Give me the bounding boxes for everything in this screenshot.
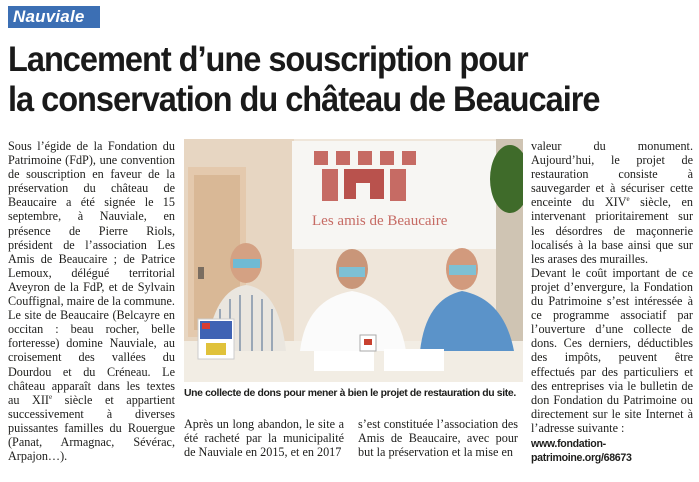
article-paragraph: s’est constituée l’association des Amis de Beaucaire, avec pour but la préservation et la mise en: [358, 417, 518, 460]
headline-line-2: la conservation du château de Beaucaire: [8, 80, 600, 119]
photo-illustration: [184, 139, 523, 382]
photo-caption: Une collecte de dons pour mener à bien le projet de restauration du site.: [184, 388, 516, 399]
article-text: siècle, en intervenant prioritairement sur les désordres de maçonnerie localisés à la base ainsi que sur les arases des murailles.: [531, 195, 694, 266]
article-paragraph: [531, 139, 693, 266]
article-column-1: [8, 139, 175, 463]
article-column-2: [184, 417, 344, 459]
banner-text: Les amis de Beaucaire: [312, 213, 448, 229]
article-text: valeur du monument. Aujourd’hui, le projet de restauration consiste à sauvegarder et à sécuriser cette enceinte du XIV: [531, 139, 693, 210]
article-text: Le site de Beaucaire (Belcayre en occitan : beau rocher, belle forteresse) domine Nauviale, au croisement des vallées du Dourdou et du Créneau. Le château apparaît dans les textes au XII: [8, 308, 175, 407]
section-tag: Nauviale: [8, 6, 100, 28]
superscript: e: [626, 195, 630, 204]
article-photo: [184, 139, 523, 382]
article-column-4: [531, 139, 693, 465]
superscript: e: [48, 392, 53, 401]
headline: [8, 40, 650, 120]
article-paragraph: Devant le coût important de ce projet d’envergure, la Fondation du Patrimoine s’est intéressée à ce programme associatif par l’ouverture d’une collecte de dons. Ces derniers, déductibles des impôts, peuvent être effectués par des particuliers et des entreprises via le bulletin de don Fondation du Patrimoine ou directement sur le site Internet à l’adresse suivante :: [531, 265, 693, 435]
article-column-3: [358, 417, 518, 459]
headline-line-1: Lancement d’une souscription pour: [8, 40, 528, 79]
flag-icon: [198, 319, 234, 359]
article-paragraph: Sous l’égide de la Fondation du Patrimoine (FdP), une convention de souscription en faveur de la préservation du château de Beaucaire a été signée le 15 septembre, à Nauviale, en présence de Pierre Riols, président de l’association Les Amis de Beaucaire ; de Patrice Lemoux, délégué territorial Aveyron de la FdP, et de Sylvain Couffignal, maire de la commune.: [8, 139, 175, 309]
website-link[interactable]: www.fondation-patrimoine.org/68673: [531, 437, 632, 465]
article-paragraph: Après un long abandon, le site a été racheté par la municipalité de Nauviale en 2015, et en 2017: [184, 417, 344, 460]
article-text: siècle et appartient successivement à diverses puissantes familles du Rouergue (Panat, Armagnac, Sévérac, Arpajon…).: [8, 392, 176, 464]
article-paragraph: [8, 308, 175, 463]
